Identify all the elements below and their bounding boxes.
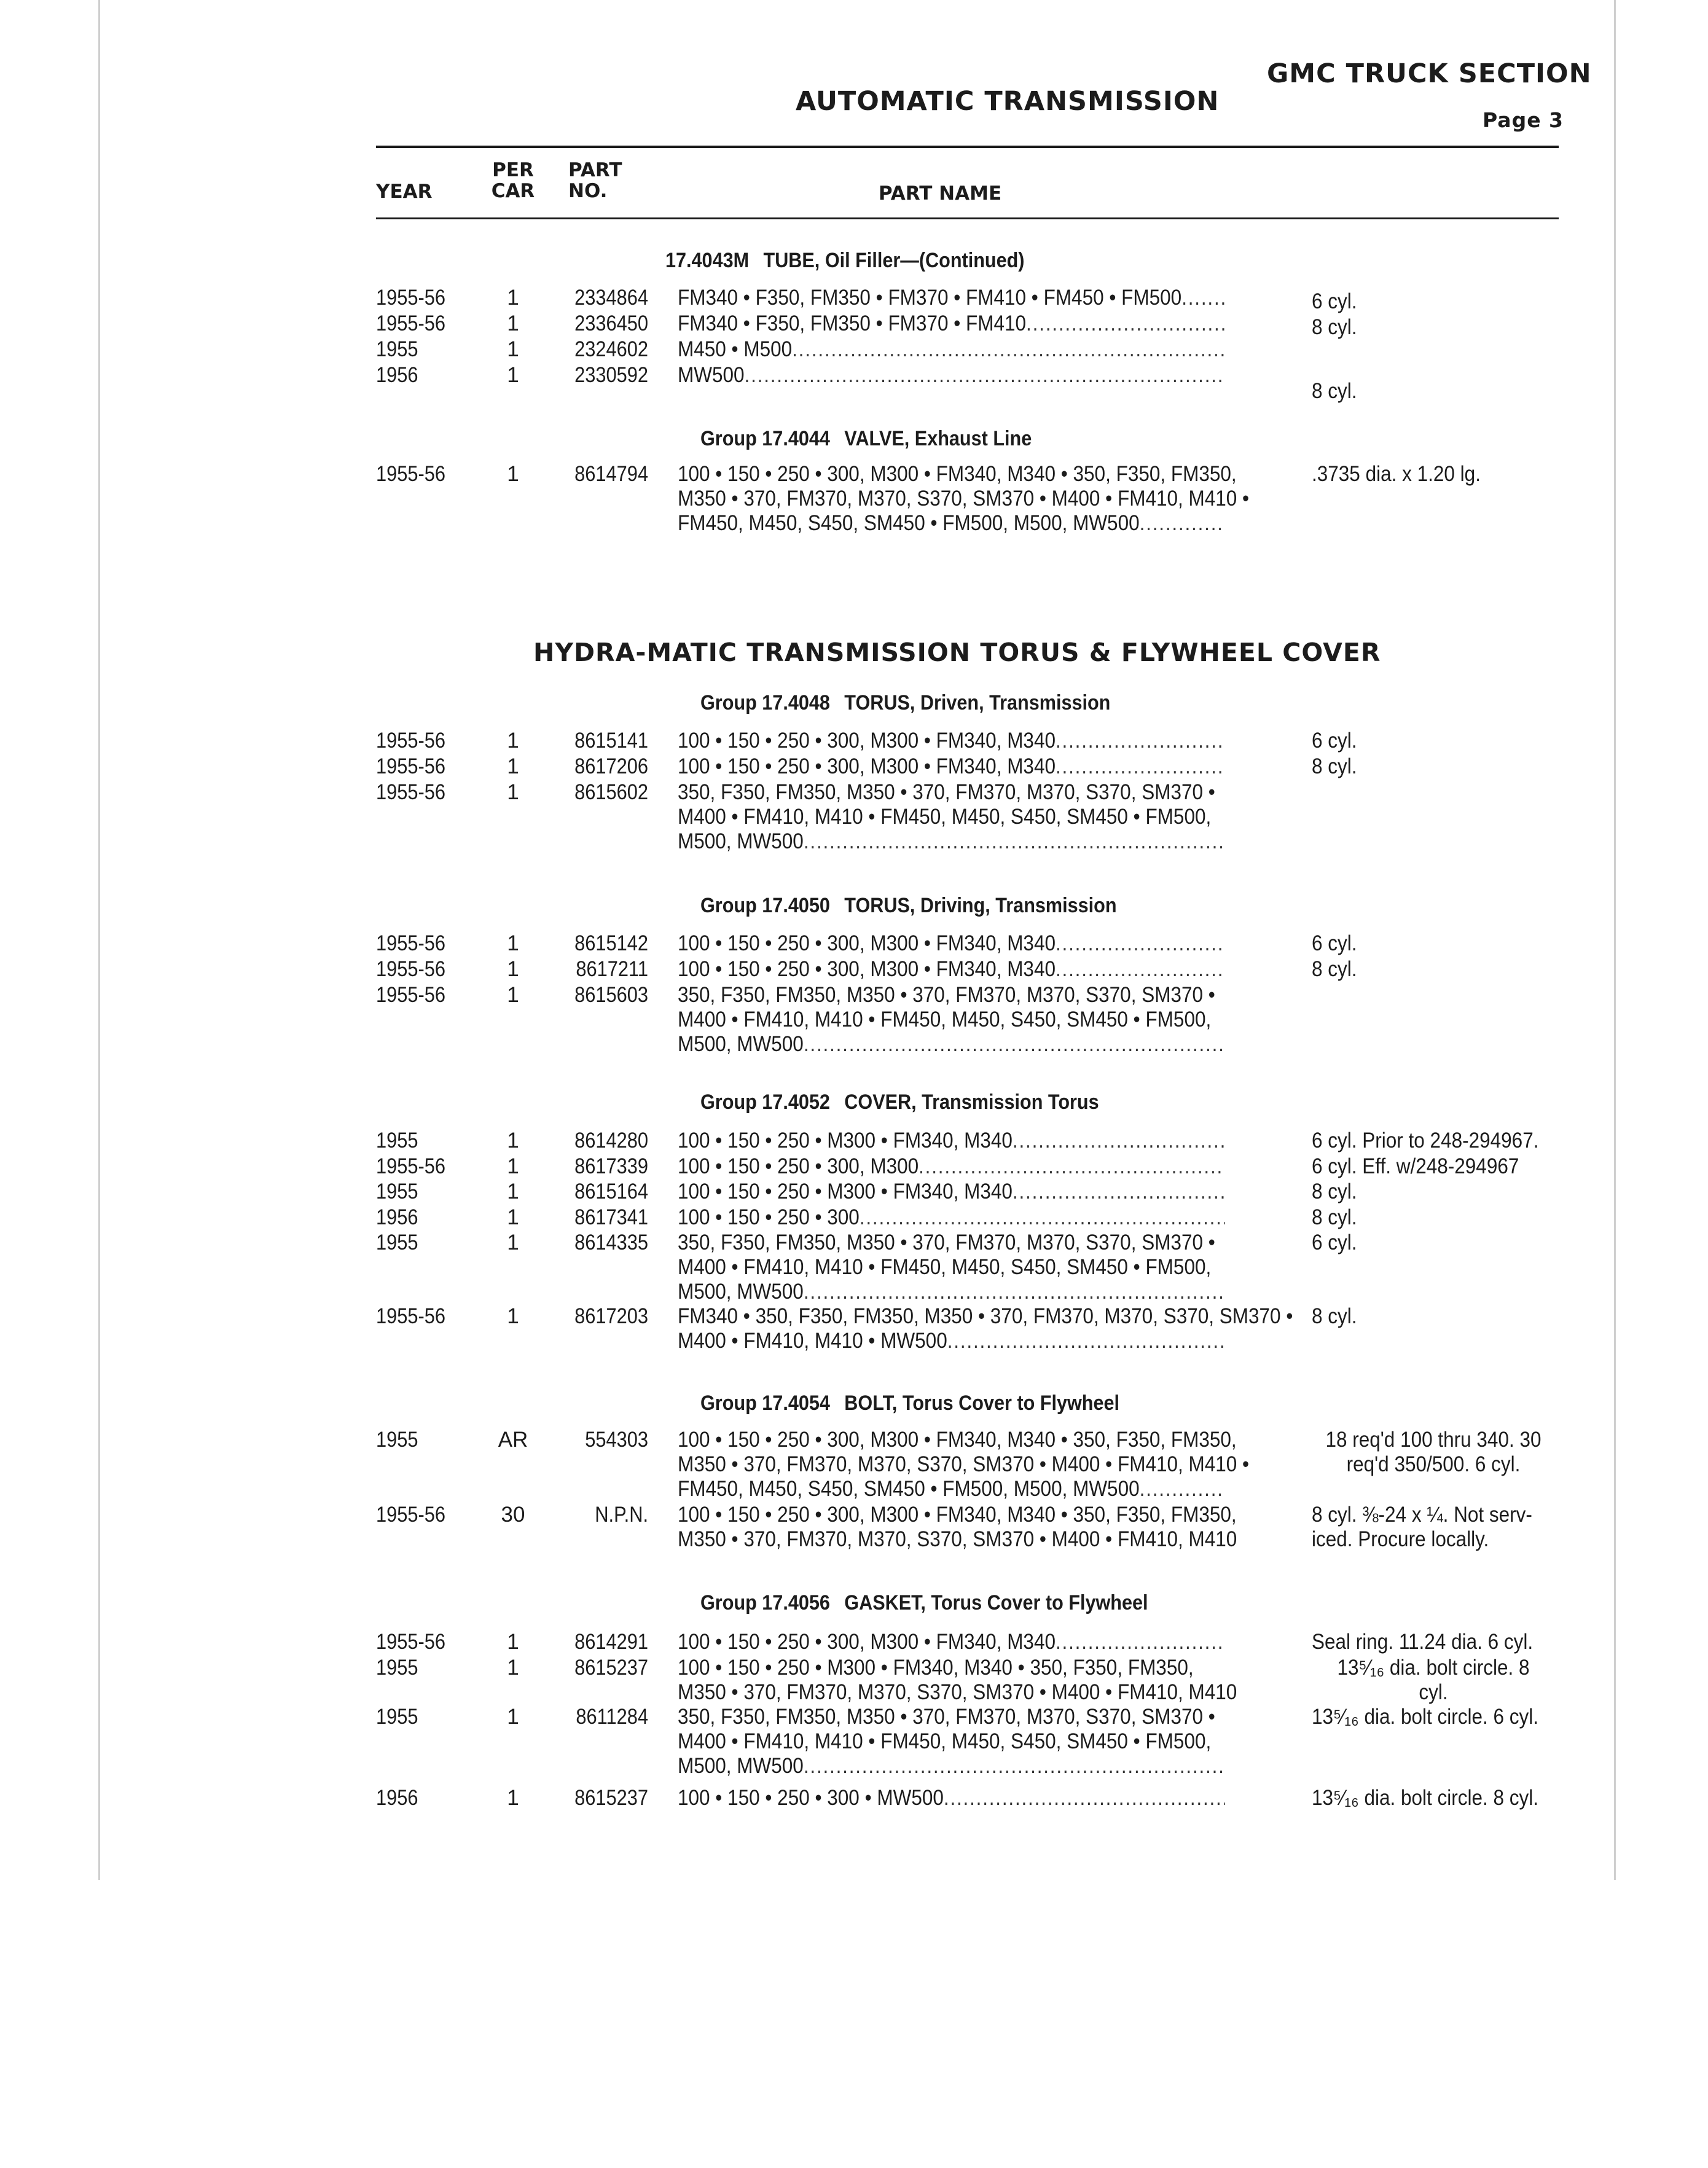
scan-edge-right bbox=[1614, 0, 1616, 1880]
year: 1955-56 bbox=[376, 931, 446, 955]
part-number: 8615237 bbox=[574, 1786, 648, 1810]
group-name: GASKET, Torus Cover to Flywheel bbox=[844, 1591, 1148, 1614]
description-line: M350 • 370, FM370, M370, S370, SM370 • M400 • FM410, M410 • bbox=[678, 487, 1250, 511]
group-number: Group 17.4048 bbox=[700, 691, 830, 714]
remark: 8 cyl. bbox=[1312, 957, 1357, 981]
per-car: 1 bbox=[507, 1304, 519, 1328]
part-number: 2336450 bbox=[574, 311, 648, 335]
description-line: 350, F350, FM350, M350 • 370, FM370, M370, S370, SM370 • bbox=[678, 983, 1215, 1007]
per-car: 1 bbox=[507, 1154, 519, 1178]
remark: .3735 dia. x 1.20 lg. bbox=[1312, 462, 1481, 486]
group-heading bbox=[700, 1391, 1119, 1415]
part-number: 8617211 bbox=[576, 957, 648, 981]
dot-leader bbox=[944, 1786, 1225, 1810]
col-per-car: PER CAR bbox=[491, 159, 535, 202]
description-line: 100 • 150 • 250 • 300, M300 • FM340, M340 • 350, F350, FM350, bbox=[678, 1428, 1237, 1452]
part-number: 8614280 bbox=[574, 1129, 648, 1152]
description-line: 100 • 150 • 250 • 300, M300 bbox=[678, 1154, 919, 1178]
per-car: 1 bbox=[507, 1705, 519, 1729]
remark: Seal ring. 11.24 dia. 6 cyl. bbox=[1312, 1630, 1534, 1654]
per-car: 1 bbox=[507, 363, 519, 387]
part-description bbox=[678, 363, 1225, 388]
part-number: 8614291 bbox=[574, 1630, 648, 1654]
part-number: 8615164 bbox=[574, 1180, 648, 1203]
part-description bbox=[678, 1231, 1225, 1304]
per-car: 1 bbox=[507, 462, 519, 486]
year: 1956 bbox=[376, 1205, 418, 1229]
year: 1955-56 bbox=[376, 311, 446, 335]
per-car: 1 bbox=[507, 311, 519, 335]
remark: 6 cyl. bbox=[1312, 931, 1357, 955]
per-car: 30 bbox=[501, 1503, 525, 1527]
description-line: M500, MW500 bbox=[678, 1754, 804, 1778]
description-line: M400 • FM410, M410 • MW500 bbox=[678, 1329, 947, 1353]
part-description bbox=[678, 1180, 1225, 1204]
description-line: 100 • 150 • 250 • M300 • FM340, M340 bbox=[678, 1129, 1013, 1152]
per-car: 1 bbox=[507, 754, 519, 778]
part-number: 8614335 bbox=[574, 1231, 648, 1254]
part-number: 2324602 bbox=[574, 337, 648, 361]
per-car: 1 bbox=[507, 931, 519, 955]
group-number: Group 17.4044 bbox=[700, 427, 830, 450]
part-description bbox=[678, 286, 1225, 310]
dot-leader bbox=[745, 363, 1225, 388]
description-line: FM450, M450, S450, SM450 • FM500, M500, MW500 bbox=[678, 1477, 1140, 1501]
part-description bbox=[678, 957, 1225, 982]
dot-leader bbox=[1140, 1477, 1225, 1501]
description-line: 100 • 150 • 250 • 300 bbox=[678, 1205, 860, 1229]
part-number: N.P.N. bbox=[595, 1503, 648, 1527]
description-line: 100 • 150 • 250 • M300 • FM340, M340 • 350, F350, FM350, bbox=[678, 1656, 1194, 1680]
per-car: 1 bbox=[507, 1205, 519, 1229]
dot-leader bbox=[1056, 931, 1225, 956]
year: 1955-56 bbox=[376, 1630, 446, 1654]
per-car: 1 bbox=[507, 1786, 519, 1810]
remark: 6 cyl. Eff. w/248-294967 bbox=[1312, 1154, 1519, 1178]
per-car: 1 bbox=[507, 337, 519, 361]
year: 1955 bbox=[376, 1705, 418, 1729]
remark: 6 cyl. bbox=[1312, 729, 1357, 753]
description-line: M500, MW500 bbox=[678, 829, 804, 853]
description-line: 100 • 150 • 250 • 300, M300 • FM340, M340 bbox=[678, 957, 1056, 981]
part-number: 554303 bbox=[585, 1428, 648, 1452]
dot-leader bbox=[1056, 957, 1225, 982]
dot-leader bbox=[1013, 1180, 1225, 1204]
dot-leader bbox=[804, 1754, 1225, 1779]
part-description bbox=[678, 1304, 1293, 1353]
part-description bbox=[678, 1129, 1225, 1153]
year: 1955-56 bbox=[376, 1154, 446, 1178]
per-car: 1 bbox=[507, 780, 519, 804]
part-description bbox=[678, 311, 1225, 336]
dot-leader bbox=[792, 337, 1225, 362]
group-heading bbox=[700, 894, 1117, 918]
description-line: M450 • M500 bbox=[678, 337, 793, 361]
header-rule-bottom bbox=[376, 217, 1559, 219]
part-number: 8614794 bbox=[574, 462, 648, 486]
year: 1955-56 bbox=[376, 1304, 446, 1328]
description-line: M400 • FM410, M410 • FM450, M450, S450, SM450 • FM500, bbox=[678, 805, 1212, 829]
per-car: 1 bbox=[507, 286, 519, 310]
part-description bbox=[678, 754, 1225, 779]
year: 1955 bbox=[376, 337, 418, 361]
part-description bbox=[678, 462, 1250, 536]
part-description bbox=[678, 1154, 1225, 1179]
group-number: Group 17.4056 bbox=[700, 1591, 830, 1614]
part-description bbox=[678, 337, 1225, 362]
section-title: HYDRA-MATIC TRANSMISSION TORUS & FLYWHEEL COVER bbox=[533, 638, 1381, 667]
dot-leader bbox=[804, 1280, 1225, 1304]
year: 1955 bbox=[376, 1428, 418, 1452]
part-description bbox=[678, 1705, 1225, 1779]
remark: 8 cyl. bbox=[1312, 754, 1357, 778]
part-description bbox=[678, 1786, 1225, 1810]
year: 1955-56 bbox=[376, 780, 446, 804]
description-line: M400 • FM410, M410 • FM450, M450, S450, SM450 • FM500, bbox=[678, 1255, 1212, 1279]
dot-leader bbox=[1013, 1129, 1225, 1153]
dot-leader bbox=[1181, 286, 1225, 310]
description-line: M400 • FM410, M410 • FM450, M450, S450, SM450 • FM500, bbox=[678, 1008, 1212, 1031]
dot-leader bbox=[919, 1154, 1225, 1179]
page-number: Page 3 bbox=[1483, 108, 1564, 132]
group-name: VALVE, Exhaust Line bbox=[844, 427, 1032, 450]
year: 1955-56 bbox=[376, 983, 446, 1007]
part-number: 8617341 bbox=[574, 1205, 648, 1229]
per-car: 1 bbox=[507, 729, 519, 753]
description-line: M350 • 370, FM370, M370, S370, SM370 • M400 • FM410, M410 bbox=[678, 1527, 1237, 1551]
col-year: YEAR bbox=[376, 181, 433, 203]
year: 1956 bbox=[376, 363, 418, 387]
remark: 13⁵⁄₁₆ dia. bolt circle. 8 cyl. bbox=[1312, 1786, 1539, 1810]
per-car: 1 bbox=[507, 1231, 519, 1254]
description-line: FM450, M450, S450, SM450 • FM500, M500, MW500 bbox=[678, 511, 1140, 535]
remark: 6 cyl. Prior to 248-294967. bbox=[1312, 1129, 1539, 1152]
description-line: FM340 • F350, FM350 • FM370 • FM410 bbox=[678, 311, 1027, 335]
remark: 8 cyl. bbox=[1312, 1205, 1357, 1229]
year: 1955 bbox=[376, 1656, 418, 1680]
remark: 8 cyl. ⅜-24 x ¼. Not serv- iced. Procure locally. bbox=[1312, 1503, 1532, 1551]
group-heading bbox=[700, 427, 1032, 451]
part-number: 8615603 bbox=[574, 983, 648, 1007]
description-line: M500, MW500 bbox=[678, 1280, 804, 1304]
part-number: 8615142 bbox=[574, 931, 648, 955]
part-description bbox=[678, 1503, 1237, 1552]
description-line: MW500 bbox=[678, 363, 745, 387]
group-heading bbox=[700, 1090, 1099, 1114]
group-number: Group 17.4050 bbox=[700, 894, 830, 917]
remark: 6 cyl. bbox=[1312, 1231, 1357, 1254]
header-rule-top bbox=[376, 146, 1559, 148]
description-line: 100 • 150 • 250 • 300 • MW500 bbox=[678, 1786, 944, 1810]
part-number: 8615141 bbox=[574, 729, 648, 753]
group-number: Group 17.4052 bbox=[700, 1090, 830, 1114]
per-car: 1 bbox=[507, 983, 519, 1007]
group-name: BOLT, Torus Cover to Flywheel bbox=[844, 1391, 1120, 1415]
group-name: TUBE, Oil Filler—(Continued) bbox=[763, 249, 1025, 272]
page-title: AUTOMATIC TRANSMISSION bbox=[796, 86, 1220, 117]
col-part-name: PART NAME bbox=[878, 182, 1002, 205]
description-line: 100 • 150 • 250 • 300, M300 • FM340, M340 bbox=[678, 729, 1056, 753]
description-line: 100 • 150 • 250 • M300 • FM340, M340 bbox=[678, 1180, 1013, 1203]
per-car: 1 bbox=[507, 1180, 519, 1203]
part-number: 8617339 bbox=[574, 1154, 648, 1178]
remark: 8 cyl. bbox=[1312, 315, 1357, 339]
dot-leader bbox=[947, 1329, 1225, 1353]
section-label: GMC TRUCK SECTION bbox=[1267, 58, 1592, 89]
dot-leader bbox=[1056, 1630, 1225, 1654]
group-heading bbox=[665, 249, 1024, 273]
year: 1955 bbox=[376, 1129, 418, 1152]
year: 1955-56 bbox=[376, 754, 446, 778]
remark: 8 cyl. bbox=[1312, 1180, 1357, 1203]
dot-leader bbox=[804, 1032, 1225, 1057]
dot-leader bbox=[860, 1205, 1225, 1230]
group-name: TORUS, Driven, Transmission bbox=[844, 691, 1111, 714]
year: 1955 bbox=[376, 1180, 418, 1203]
remark: 8 cyl. bbox=[1312, 379, 1357, 403]
year: 1955-56 bbox=[376, 957, 446, 981]
part-number: 8615602 bbox=[574, 780, 648, 804]
group-name: TORUS, Driving, Transmission bbox=[844, 894, 1117, 917]
dot-leader bbox=[1056, 754, 1225, 779]
part-description bbox=[678, 729, 1225, 753]
part-number: 2330592 bbox=[574, 363, 648, 387]
part-description bbox=[678, 1656, 1237, 1705]
description-line: 350, F350, FM350, M350 • 370, FM370, M370, S370, SM370 • bbox=[678, 1705, 1215, 1729]
part-number: 8617206 bbox=[574, 754, 648, 778]
per-car: 1 bbox=[507, 1656, 519, 1680]
per-car: 1 bbox=[507, 957, 519, 981]
group-number: Group 17.4054 bbox=[700, 1391, 830, 1415]
description-line: M350 • 370, FM370, M370, S370, SM370 • M400 • FM410, M410 • bbox=[678, 1452, 1250, 1476]
part-description bbox=[678, 1428, 1250, 1501]
part-number: 8615237 bbox=[574, 1656, 648, 1680]
scan-edge-left bbox=[98, 0, 100, 1880]
description-line: FM340 • 350, F350, FM350, M350 • 370, FM370, M370, S370, SM370 • bbox=[678, 1304, 1293, 1328]
remark: 18 req'd 100 thru 340. 30 req'd 350/500. 6 cyl. bbox=[1325, 1428, 1542, 1476]
year: 1956 bbox=[376, 1786, 418, 1810]
dot-leader bbox=[1056, 729, 1225, 753]
part-number: 2334864 bbox=[574, 286, 648, 310]
part-description bbox=[678, 931, 1225, 956]
part-description bbox=[678, 983, 1225, 1057]
remark: 6 cyl. bbox=[1312, 289, 1357, 313]
description-line: 100 • 150 • 250 • 300, M300 • FM340, M340 bbox=[678, 931, 1056, 955]
description-line: M350 • 370, FM370, M370, S370, SM370 • M400 • FM410, M410 bbox=[678, 1680, 1237, 1704]
description-line: M500, MW500 bbox=[678, 1032, 804, 1056]
description-line: 350, F350, FM350, M350 • 370, FM370, M370, S370, SM370 • bbox=[678, 780, 1215, 804]
part-description bbox=[678, 780, 1225, 854]
col-part-no: PART NO. bbox=[568, 159, 622, 202]
year: 1955-56 bbox=[376, 1503, 446, 1527]
part-description bbox=[678, 1205, 1225, 1230]
description-line: 100 • 150 • 250 • 300, M300 • FM340, M340 bbox=[678, 1630, 1056, 1654]
remark: 8 cyl. bbox=[1312, 1304, 1357, 1328]
group-heading bbox=[700, 1591, 1148, 1615]
group-name: COVER, Transmission Torus bbox=[844, 1090, 1099, 1114]
per-car: AR bbox=[498, 1428, 528, 1452]
description-line: M400 • FM410, M410 • FM450, M450, S450, SM450 • FM500, bbox=[678, 1729, 1212, 1753]
year: 1955-56 bbox=[376, 286, 446, 310]
year: 1955-56 bbox=[376, 729, 446, 753]
description-line: 100 • 150 • 250 • 300, M300 • FM340, M340 bbox=[678, 754, 1056, 778]
part-number: 8611284 bbox=[576, 1705, 648, 1729]
year: 1955 bbox=[376, 1231, 418, 1254]
per-car: 1 bbox=[507, 1630, 519, 1654]
per-car: 1 bbox=[507, 1129, 519, 1152]
dot-leader bbox=[804, 829, 1225, 854]
remark: 13⁵⁄₁₆ dia. bolt circle. 6 cyl. bbox=[1312, 1705, 1539, 1729]
group-heading bbox=[700, 691, 1110, 715]
description-line: FM340 • F350, FM350 • FM370 • FM410 • FM450 • FM500 bbox=[678, 286, 1182, 310]
part-number: 8617203 bbox=[574, 1304, 648, 1328]
part-description bbox=[678, 1630, 1225, 1654]
group-number: 17.4043M bbox=[665, 249, 750, 272]
dot-leader bbox=[1140, 511, 1225, 536]
description-line: 100 • 150 • 250 • 300, M300 • FM340, M340 • 350, F350, FM350, bbox=[678, 462, 1237, 486]
description-line: 350, F350, FM350, M350 • 370, FM370, M370, S370, SM370 • bbox=[678, 1231, 1215, 1254]
remark: 13⁵⁄₁₆ dia. bolt circle. 8 cyl. bbox=[1337, 1656, 1530, 1704]
year: 1955-56 bbox=[376, 462, 446, 486]
dot-leader bbox=[1026, 311, 1225, 336]
description-line: 100 • 150 • 250 • 300, M300 • FM340, M340 • 350, F350, FM350, bbox=[678, 1503, 1237, 1527]
